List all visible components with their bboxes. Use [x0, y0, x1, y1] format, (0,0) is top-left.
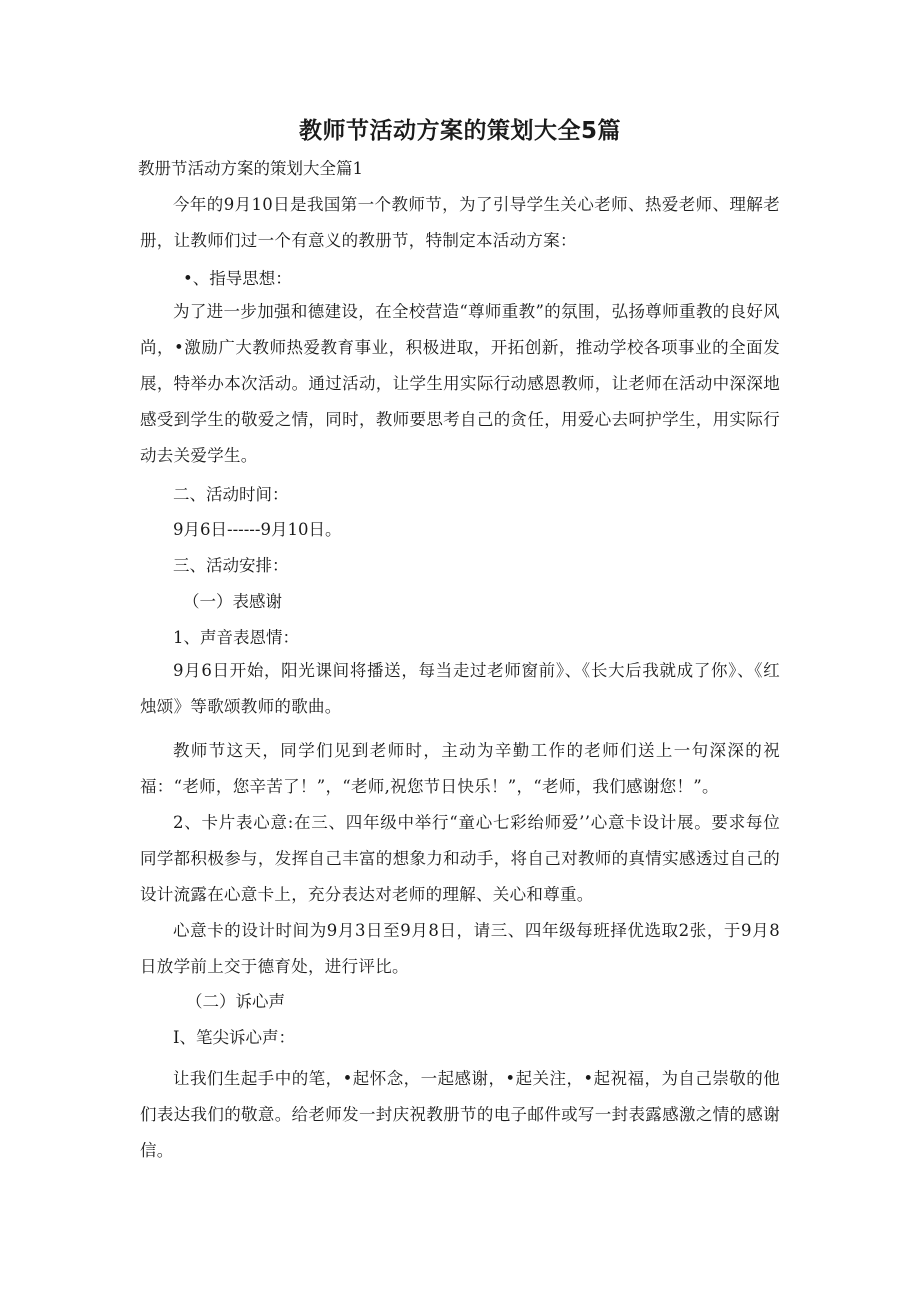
section1-paragraph: 为了进一步加强和德建设，在全校营造“尊师重教”的氛围，弘扬尊师重教的良好风尚，•激励广大教师热爱教育事业，积极进取，开拓创新，推动学校各项事业的全面发展，特举办本次活动。通过活动，让学生用实际行动感恩教师，让老师在活动中深深地感受到学生的敬爱之情，同时，教师要思考自己的贪任，用爱心去呵护学生，用实际行动去关爱学生。 [140, 302, 780, 465]
item1-paragraph-2: 教师节这天，同学们见到老师时，主动为辛勤工作的老师们送上一句深深的祝福：“老师，您辛苦了！”，“老师,祝您节日快乐！”，“老师，我们感谢您！”。 [140, 741, 780, 796]
section1-heading: •、指导思想： [183, 269, 292, 288]
sub2-heading: （二）诉心声 [186, 992, 285, 1011]
item2-paragraph-2: 心意卡的设计时间为9月3日至9月8日，请三、四年级每班择优选取2张，于9月8日放学前上交于德育处，进行评比。 [140, 921, 780, 976]
sub1-heading: （一）表感谢 [183, 592, 282, 611]
section2-heading: 二、活动时间： [173, 485, 289, 504]
item2-paragraph: 2、卡片表心意:在三、四年级中举行“童心七彩绐师爱’’心意卡设计展。要求每位同学都积极参与，发挥自己丰富的想象力和动手，将自己对教师的真情实感透过自己的设计流露在心意卡上，充分表达对老师的理解、关心和尊重。 [140, 813, 780, 904]
section2-paragraph: 9月6日------9月10日。 [173, 520, 342, 539]
item1-paragraph: 9月6日开始，阳光课间将播送，每当走过老师窗前》、《长大后我就成了你》、《红烛颂》等歌颂教师的歌曲。 [140, 661, 780, 716]
document-title: 教师节活动方案的策划大全5篇 [298, 118, 621, 144]
document-subtitle: 教册节活动方案的策划大全篇1 [138, 159, 363, 178]
item1-heading: 1、声音表恩情： [173, 628, 299, 647]
section3-heading: 三、活动安排： [173, 556, 289, 575]
intro-paragraph: 今年的9月10日是我国第一个教师节，为了引导学生关心老师、热爱老师、理解老册，让教师们过一个有意义的教册节，特制定本活动方案： [140, 195, 780, 250]
item3-paragraph: 让我们生起手中的笔，•起怀念，一起感谢，•起关注，•起祝福，为自己崇敬的他们表达我们的敬意。给老师发一封庆祝教册节的电子邮件或写一封表露感激之情的感谢信。 [140, 1069, 780, 1160]
item3-heading: I、笔尖诉心声： [173, 1028, 296, 1047]
